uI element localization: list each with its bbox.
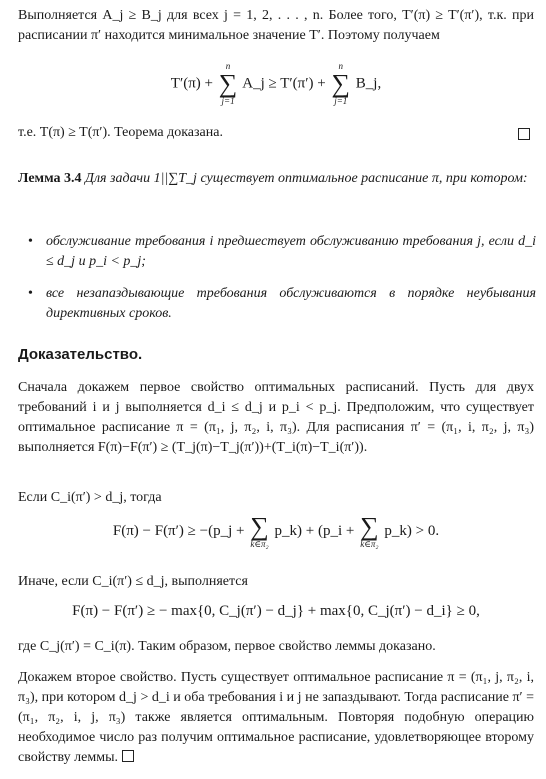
sum-symbol-1: n ∑ j=1 bbox=[218, 61, 238, 106]
eq1-right: B_j, bbox=[355, 75, 382, 92]
lemma-statement bbox=[18, 169, 534, 189]
paragraph-proof-1: Сначала докажем первое свойство оптимальных расписаний. Пусть для двух требований i и j выполняется d_i ≤ d_j и p_i < p_j. Предположим, что существует оптимальное расписание π = (π₁, j, π₂, i, π₃). Для расписания π′ = (π₁, i, π₂, j, π₃) выполняется F(π)−F(π′) ≥ (T_j(π)−T_j(π′))+(T_i(π)−T_i(π′)). bbox=[18, 380, 534, 455]
qed-icon bbox=[122, 750, 134, 762]
qed-icon bbox=[518, 128, 530, 140]
paragraph-theorem-end: т.е. T(π) ≥ T(π′). Теорема доказана. bbox=[18, 123, 534, 143]
paragraph-proof-2: Докажем второе свойство. Пусть существует оптимальное расписание π = (π₁, j, π₂, i, π₃), при котором d_j > d_i и оба требования i и j не запаздывают. Тогда расписание π′ = (π₁, π₂, i, j, π₃) также является оптимальным. Повторяя подобную операцию необходимое число раз получим оптимальное расписание, удовлетворяющее второму свойству леммы. bbox=[18, 670, 534, 765]
lemma-bullet-list bbox=[18, 232, 536, 324]
equation-sum bbox=[18, 62, 534, 106]
lemma-heading: Лемма 3.4 bbox=[18, 171, 82, 186]
proof-heading: Доказательство. bbox=[18, 346, 143, 363]
sum-symbol-2: n ∑ j=1 bbox=[331, 61, 351, 106]
paragraph-case-2: Иначе, если C_i(π′) ≤ d_j, выполняется bbox=[18, 574, 248, 589]
equation-case-2: F(π) − F(π′) ≥ − max{0, C_j(π′) − d_j} + max{0, C_j(π′) − d_i} ≥ 0, bbox=[72, 603, 480, 619]
paragraph-case-1: Если C_i(π′) > d_j, тогда bbox=[18, 490, 162, 505]
paragraph-first-done: где C_j(π′) = C_i(π). Таким образом, первое свойство леммы доказано. bbox=[18, 639, 436, 654]
eq1-mid: A_j ≥ T′(π′) + bbox=[242, 75, 326, 92]
sum-symbol-4: ∑ k∈π₂ bbox=[360, 512, 379, 549]
bullet-item: • все незапаздывающие требования обслуживаются в порядке неубывания директивных сроков. bbox=[46, 284, 536, 324]
equation-case-1: F(π) − F(π′) ≥ −(p_j + ∑ k∈π₂ p_k) + (p_i + ∑ k∈π₂ p_k) > 0. bbox=[112, 512, 440, 549]
paragraph-intro: Выполняется A_j ≥ B_j для всех j = 1, 2, . . . , n. Более того, T′(π) ≥ T′(π′), т.к. при расписании π′ находится минимальное значение T′. Поэтому получаем bbox=[18, 8, 534, 43]
sum-symbol-3: ∑ k∈π₂ bbox=[250, 512, 269, 549]
lemma-body: Для задачи 1||∑T_j существует оптимальное расписание π, при котором: bbox=[85, 171, 528, 186]
bullet-item: • обслуживание требования i предшествует обслуживанию требования j, если d_i ≤ d_j и p_i < p_j; bbox=[46, 232, 536, 272]
eq1-left: T′(π) + bbox=[170, 75, 214, 92]
